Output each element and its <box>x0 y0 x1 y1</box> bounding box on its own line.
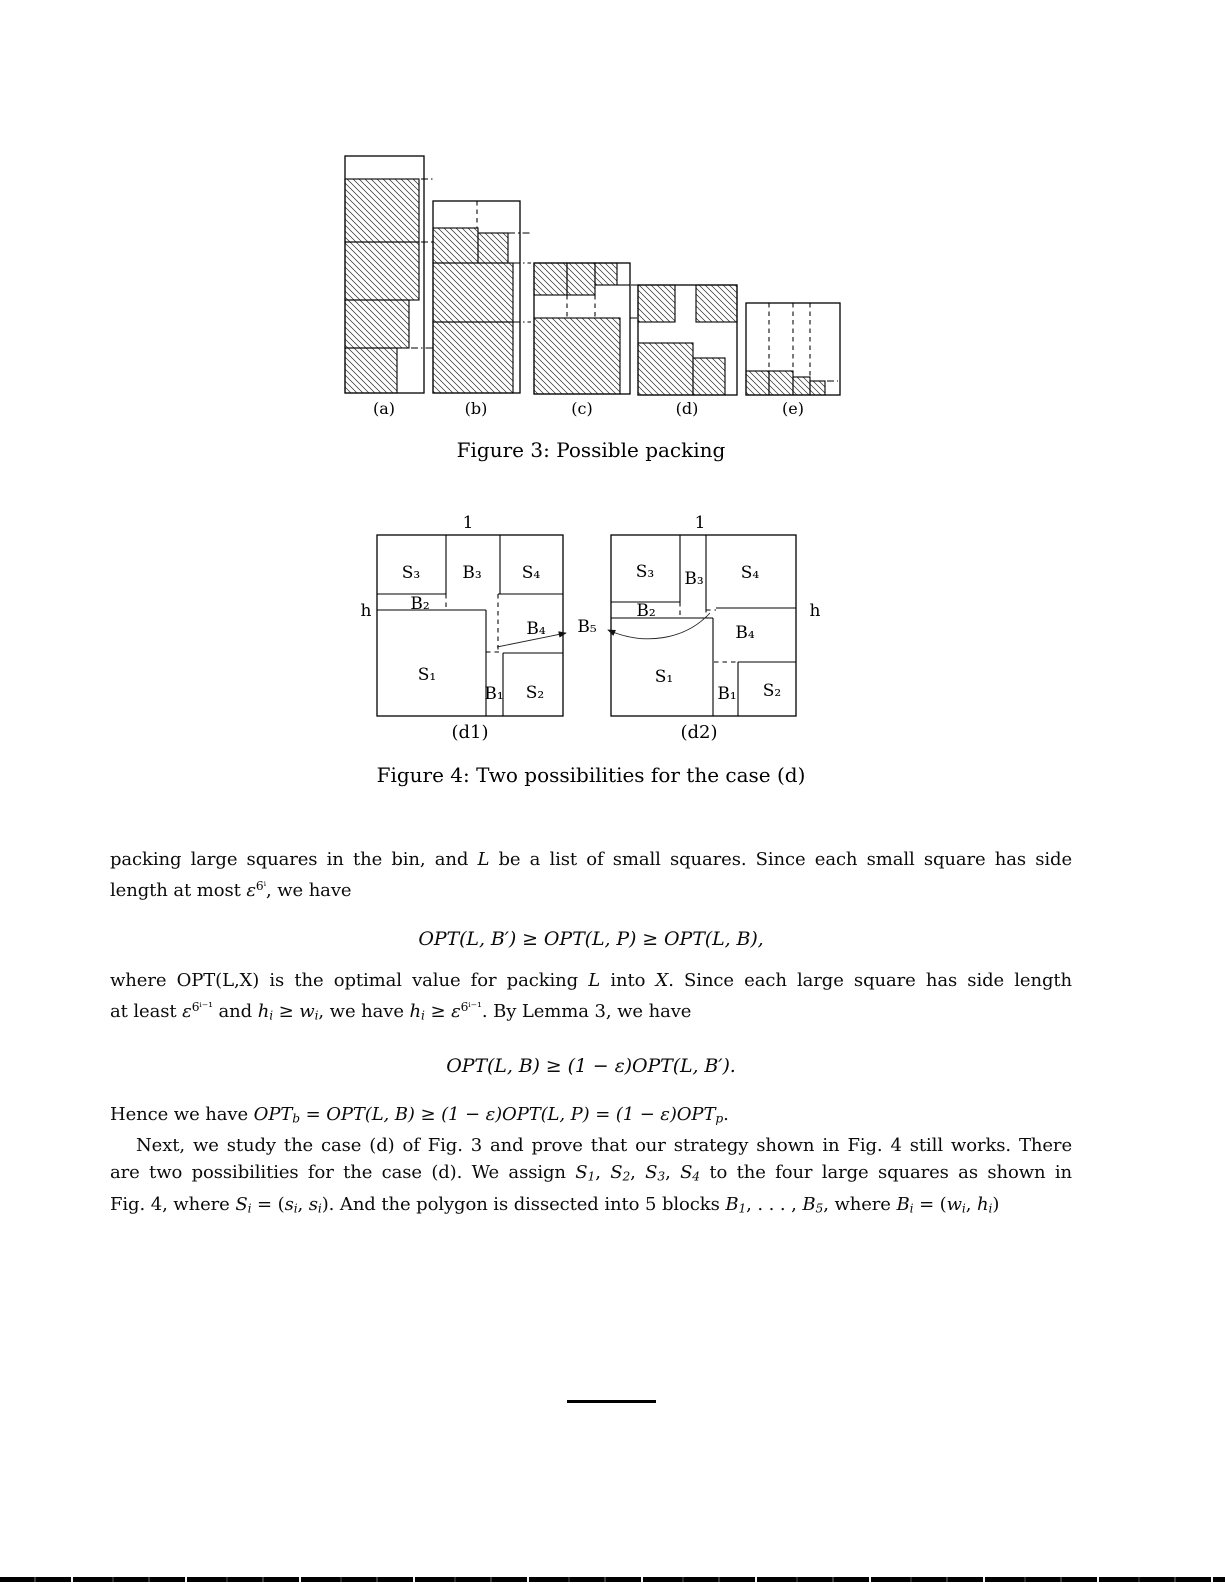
d1-height-label: h <box>360 601 372 621</box>
d2-label-b4: B₄ <box>735 623 755 643</box>
d2-label-b1: B₁ <box>717 684 737 704</box>
figure3-diagram <box>330 145 850 430</box>
hatched-square <box>345 300 409 348</box>
d1-label-b1: B₁ <box>484 684 504 704</box>
text-line: Next, we study the case (d) of Fig. 3 and prove that our strategy shown in Fig. 4 still works. There <box>136 1135 1072 1157</box>
d1-label-s2: S₂ <box>525 683 545 703</box>
d2-width-label: 1 <box>694 513 706 533</box>
d1-width-label: 1 <box>462 513 474 533</box>
d2-label-s3: S₃ <box>635 562 655 582</box>
subfig-label-c: (c) <box>571 399 593 418</box>
subfig-label-b: (b) <box>464 399 488 418</box>
hatched-square <box>693 358 725 395</box>
d2-label-s4: S₄ <box>740 563 760 583</box>
d1-label-s4: S₄ <box>521 563 541 583</box>
text-line: are two possibilities for the case (d). We assign S1, S2, S3, S4 to the four large squares as shown in <box>110 1162 1073 1184</box>
d2-label-b3: B₃ <box>684 569 704 589</box>
hatched-square <box>433 263 513 322</box>
d1-label-s3: S₃ <box>401 563 421 583</box>
d1-label-b4: B₄ <box>526 619 546 639</box>
d1-label-s1: S₁ <box>417 665 437 685</box>
hatched-square <box>769 371 793 395</box>
packing-case-b <box>433 201 531 418</box>
hatched-square <box>433 228 478 263</box>
text-line: where OPT(L,X) is the optimal value for packing L into X. Since each large square has side length <box>110 970 1073 992</box>
text-line: length at most $\varepsilon^{6^i}$, we have <box>110 879 352 902</box>
hatched-square <box>345 348 397 393</box>
subfig-label-e: (e) <box>782 399 804 418</box>
hatched-square <box>345 179 419 242</box>
hatched-square <box>433 322 513 393</box>
hatched-square <box>746 371 769 395</box>
text-line: packing large squares in the bin, and L be a list of small squares. Since each small square has side <box>110 849 1072 870</box>
figure3-caption: Figure 3: Possible packing <box>456 438 726 462</box>
subfig-label-d1: (d1) <box>451 722 489 743</box>
hatched-square <box>638 343 693 395</box>
page-bottom-edge-artifact <box>0 1577 1225 1582</box>
text-line: Fig. 4, where Si = (si, si). And the polygon is dissected into 5 blocks B1, . . . , B5, where Bi = (wi, hi) <box>110 1193 1000 1215</box>
subfig-label-d2: (d2) <box>680 722 718 743</box>
display-equation: OPT(L, B′) ≥ OPT(L, P) ≥ OPT(L, B), <box>418 928 764 951</box>
figure4-d2 <box>608 513 821 743</box>
body-text <box>110 846 1072 1222</box>
hatched-square <box>478 233 508 263</box>
display-equation: OPT(L, B) ≥ (1 − ε)OPT(L, B′). <box>446 1054 736 1077</box>
hatched-square <box>810 381 825 395</box>
d2-height-label: h <box>809 601 821 621</box>
subfig-label-a: (a) <box>372 399 396 418</box>
d2-label-s2: S₂ <box>762 681 782 701</box>
figure4-d1 <box>361 513 566 743</box>
hatched-square <box>638 285 675 322</box>
packing-case-e <box>746 303 840 418</box>
b5-label: B₅ <box>577 617 597 637</box>
d1-label-b2: B₂ <box>410 594 430 614</box>
figure4-diagram <box>350 505 830 750</box>
packing-case-c <box>534 263 639 418</box>
packing-case-d <box>638 285 737 418</box>
d2-label-b2: B₂ <box>636 601 656 621</box>
figure4-caption: Figure 4: Two possibilities for the case (d) <box>376 763 806 787</box>
hatched-square <box>567 263 595 295</box>
d2-label-s1: S₁ <box>654 667 674 687</box>
text-line: at least $\varepsilon^{6^{i-1}}$ and hi ≥ wi, we have hi ≥ $\varepsilon^{6^{i-1}}$. By Lemma 3, we have <box>110 1000 692 1023</box>
packing-case-a <box>345 156 434 418</box>
text-line: Hence we have OPTb = OPT(L, B) ≥ (1 − ε)OPT(L, P) = (1 − ε)OPTp. <box>110 1103 729 1126</box>
hatched-square <box>534 318 620 394</box>
d1-label-b3: B₃ <box>462 563 482 583</box>
hatched-square <box>345 242 419 300</box>
subfig-label-d: (d) <box>675 399 699 418</box>
hatched-square <box>595 263 617 285</box>
hatched-square <box>793 377 810 395</box>
footnote-rule <box>567 1400 656 1403</box>
hatched-square <box>696 285 737 322</box>
hatched-square <box>534 263 567 295</box>
b5-pointer-arrow-d2 <box>608 613 710 639</box>
